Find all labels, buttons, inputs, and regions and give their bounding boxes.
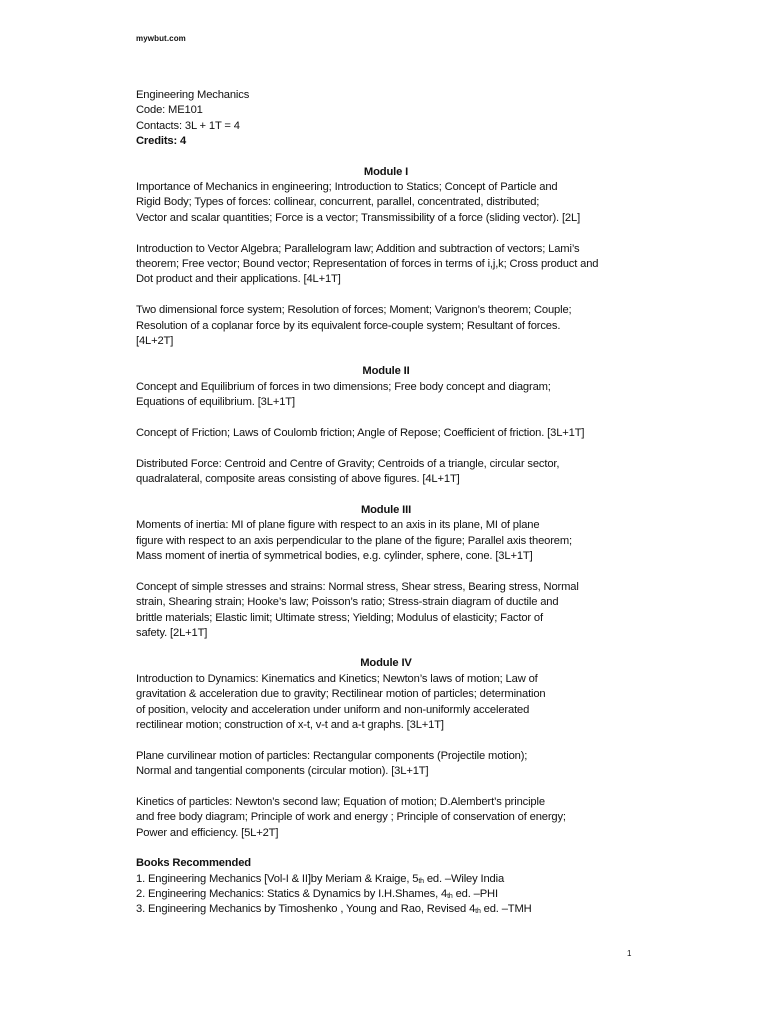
module-paragraph [136, 242, 636, 288]
edition-suffix: th [418, 877, 424, 885]
paragraph-line: [4L+2T] [136, 335, 174, 348]
book-text: 2. Engineering Mechanics: Statics & Dynamics by I.H.Shames, 4 [136, 887, 448, 900]
paragraph-line: theorem; Free vector; Bound vector; Representation of forces in terms of i,j,k; Cross product and [136, 258, 599, 271]
paragraph-line: Concept of Friction; Laws of Coulomb friction; Angle of Repose; Coefficient of friction. [3L+1T] [136, 427, 585, 440]
module-paragraph [136, 380, 636, 411]
paragraph-line: Vector and scalar quantities; Force is a vector; Transmissibility of a force (sliding vector). [2L] [136, 211, 581, 224]
course-title: Engineering Mechanics [136, 89, 250, 101]
module-paragraph [136, 518, 636, 564]
module-paragraph [136, 749, 636, 780]
edition-suffix: th [475, 908, 481, 916]
paragraph-line: Importance of Mechanics in engineering; Introduction to Statics; Concept of Particle and [136, 181, 558, 194]
book-publisher: ed. –TMH [480, 903, 532, 916]
book-publisher: ed. –PHI [452, 887, 498, 900]
course-contacts: Contacts: 3L + 1T = 4 [136, 119, 240, 132]
module-title: Module III [360, 503, 412, 516]
paragraph-line: safety. [2L+1T] [136, 626, 208, 639]
course-header [136, 88, 636, 150]
module-title: Module I [363, 165, 409, 178]
module-paragraph [136, 457, 636, 488]
paragraph-line: figure with respect to an axis perpendicular to the plane of the figure; Parallel axis theorem; [136, 534, 572, 547]
books-section [136, 856, 636, 918]
paragraph-line: Power and efficiency. [5L+2T] [136, 826, 279, 839]
syllabus-content [136, 88, 636, 918]
book-item [136, 872, 636, 887]
paragraph-line: Concept of simple stresses and strains: Normal stress, Shear stress, Bearing stress, Normal [136, 580, 579, 593]
module-paragraph [136, 672, 636, 734]
module-paragraph [136, 303, 636, 349]
paragraph-line: Equations of equilibrium. [3L+1T] [136, 396, 295, 409]
site-watermark: mywbut.com [136, 34, 186, 43]
paragraph-line: strain, Shearing strain; Hooke’s law; Poisson’s ratio; Stress-strain diagram of ductile and [136, 596, 559, 609]
module-section [136, 165, 636, 350]
paragraph-line: Moments of inertia: MI of plane figure with respect to an axis in its plane, MI of plane [136, 519, 540, 532]
module-title: Module IV [360, 657, 412, 670]
book-item [136, 887, 636, 902]
books-list [136, 872, 636, 918]
module-paragraph [136, 795, 636, 841]
paragraph-line: Dot product and their applications. [4L+1T] [136, 273, 341, 286]
module-section [136, 656, 636, 841]
book-item [136, 902, 636, 917]
edition-suffix: th [447, 892, 453, 900]
paragraph-line: brittle materials; Elastic limit; Ultimate stress; Yielding; Modulus of elasticity; Factor of [136, 611, 543, 624]
modules-section [136, 165, 636, 842]
module-section [136, 364, 636, 487]
paragraph-line: Normal and tangential components (circular motion). [3L+1T] [136, 765, 429, 778]
paragraph-line: Plane curvilinear motion of particles: Rectangular components (Projectile motion); [136, 749, 528, 762]
book-text: 1. Engineering Mechanics [Vol-I & II]by Meriam & Kraige, 5 [136, 872, 419, 885]
paragraph-line: rectilinear motion; construction of x-t, v-t and a-t graphs. [3L+1T] [136, 718, 444, 731]
paragraph-line: gravitation & acceleration due to gravity; Rectilinear motion of particles; determination [136, 688, 546, 701]
page-number: 1 [627, 949, 632, 958]
module-paragraph [136, 580, 636, 642]
paragraph-line: Concept and Equilibrium of forces in two dimensions; Free body concept and diagram; [136, 380, 551, 393]
paragraph-line: of position, velocity and acceleration under uniform and non-uniformly accelerated [136, 703, 530, 716]
book-text: 3. Engineering Mechanics by Timoshenko , Young and Rao, Revised 4 [136, 903, 476, 916]
paragraph-line: Distributed Force: Centroid and Centre of Gravity; Centroids of a triangle, circular sector, [136, 457, 560, 470]
paragraph-line: Introduction to Dynamics: Kinematics and Kinetics; Newton’s laws of motion; Law of [136, 672, 538, 685]
course-credits: Credits: 4 [136, 135, 187, 148]
paragraph-line: Introduction to Vector Algebra; Parallelogram law; Addition and subtraction of vectors; Lami’s [136, 242, 580, 255]
module-paragraph [136, 426, 636, 441]
module-section [136, 503, 636, 642]
paragraph-line: Two dimensional force system; Resolution of forces; Moment; Varignon’s theorem; Couple; [136, 304, 572, 317]
paragraph-line: and free body diagram; Principle of work and energy ; Principle of conservation of energy; [136, 811, 566, 824]
paragraph-line: Resolution of a coplanar force by its equivalent force-couple system; Resultant of forces. [136, 319, 561, 332]
book-publisher: ed. –Wiley India [423, 872, 505, 885]
paragraph-line: Rigid Body; Types of forces: collinear, concurrent, parallel, concentrated, distributed; [136, 196, 540, 209]
books-title: Books Recommended [136, 857, 251, 870]
paragraph-line: Mass moment of inertia of symmetrical bodies, e.g. cylinder, sphere, cone. [3L+1T] [136, 549, 533, 562]
module-title: Module II [362, 365, 410, 378]
paragraph-line: Kinetics of particles: Newton’s second law; Equation of motion; D.Alembert’s principle [136, 795, 545, 808]
course-code: Code: ME101 [136, 104, 203, 117]
module-paragraph [136, 180, 636, 226]
paragraph-line: quadralateral, composite areas consisting of above figures. [4L+1T] [136, 473, 460, 486]
